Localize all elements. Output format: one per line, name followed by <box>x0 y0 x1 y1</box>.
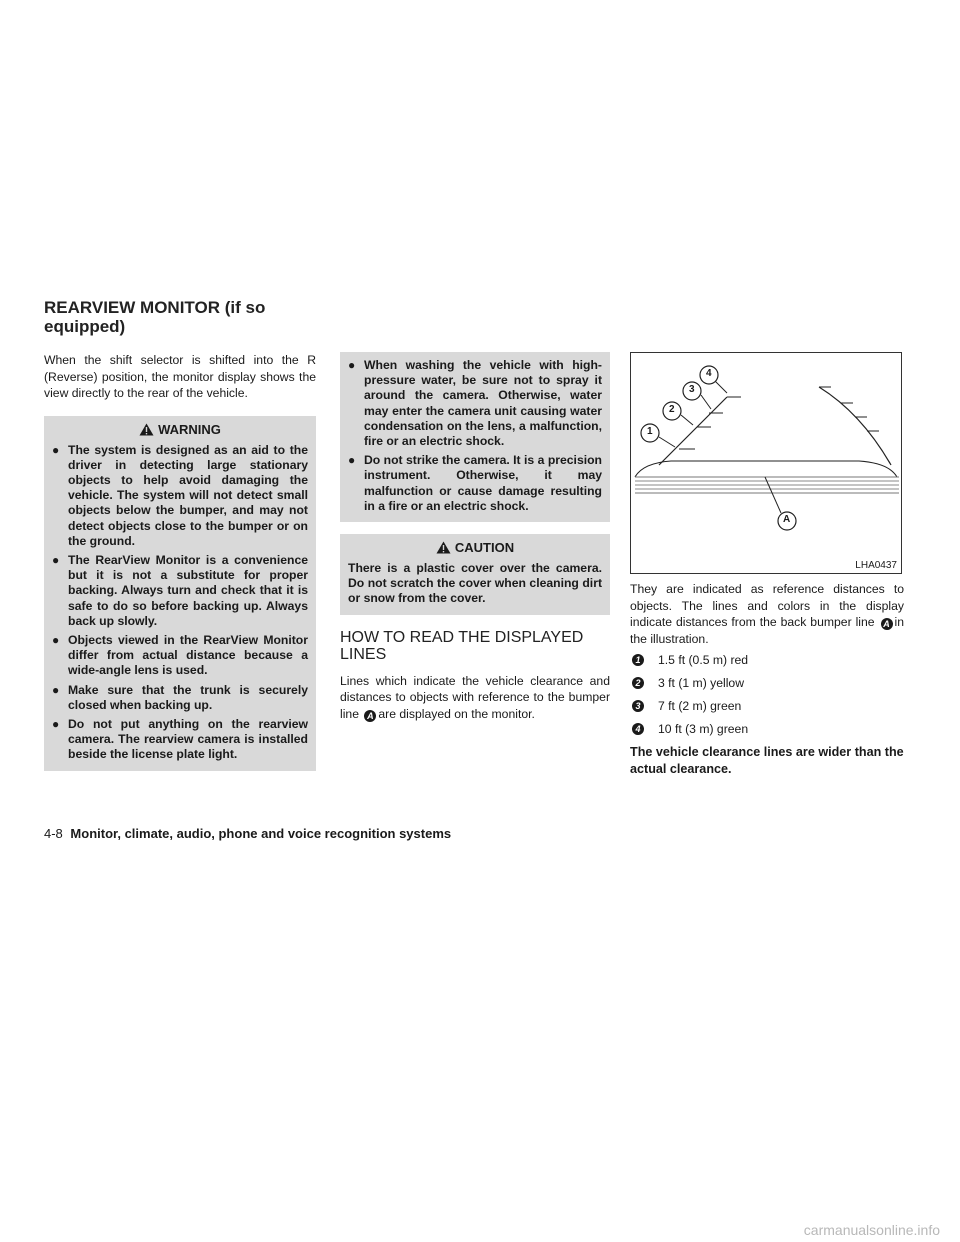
label-4: 4 <box>706 368 712 379</box>
warning-item: ● Make sure that the trunk is securely closed when backing up. <box>52 682 308 712</box>
marker-a-icon: A <box>364 710 376 722</box>
caution-box <box>340 534 610 615</box>
reference-text: They are indicated as reference distances to objects. The lines and colors in the display indicate distances from the back bumper line A in the illustration. <box>630 582 904 646</box>
caution-header <box>348 540 602 555</box>
warning-box-continued <box>340 352 610 522</box>
label-2: 2 <box>669 404 675 415</box>
warning-title: WARNING <box>158 421 221 437</box>
bullet-icon: ● <box>52 716 60 731</box>
warning-item: ● The RearView Monitor is a convenience but it is not a substitute for proper backing. Always turn and check that it is safe to do so before backing up. Always back up slowly. <box>52 552 308 628</box>
warning-item: ● Do not put anything on the rearview camera. The rearview camera is installed beside the license plate light. <box>52 716 308 762</box>
intro-text: When the shift selector is shifted into the R (Reverse) position, the monitor display shows the view directly to the rear of the vehicle. <box>44 353 316 400</box>
page-footer <box>44 826 451 841</box>
section-title: REARVIEW MONITOR (if so equipped) <box>44 298 266 336</box>
label-1: 1 <box>647 426 653 437</box>
subsection-text: Lines which indicate the vehicle clearance and distances to objects with reference to the bumper line A are displayed on the monitor. <box>340 673 610 721</box>
warning-item: ● The system is designed as an aid to the driver in detecting large stationary objects to help avoid damaging the vehicle. The system will not detect small objects below the bumper, and may not detect objects close to the bumper or on the ground. <box>52 442 308 548</box>
bullet-icon: ● <box>52 682 60 697</box>
guide-lines-diagram <box>631 353 903 575</box>
bullet-icon: ● <box>348 453 356 468</box>
bullet-icon: ● <box>52 552 60 567</box>
rearview-illustration <box>630 352 902 574</box>
warning-item: ● Objects viewed in the RearView Monitor differ from actual distance because a wide-angle lens is used. <box>52 632 308 678</box>
number-2-icon: 2 <box>632 677 644 689</box>
number-4-icon: 4 <box>632 723 644 735</box>
footer-title: Monitor, climate, audio, phone and voice recognition systems <box>70 826 452 841</box>
line-item-2: 2 3 ft (1 m) yellow <box>630 675 904 691</box>
bullet-icon: ● <box>52 442 60 457</box>
warning-icon <box>139 423 154 436</box>
warning-item: ● When washing the vehicle with high-pressure water, be sure not to spray it around the camera. Otherwise, water may enter the camera unit causing water condensation on the lens, a malfunction, fire or an electric shock. <box>348 358 602 449</box>
line-item-4: 4 10 ft (3 m) green <box>630 721 904 737</box>
label-3: 3 <box>689 384 695 395</box>
page-number: 4-8 <box>44 826 63 841</box>
warning-icon <box>436 541 451 554</box>
subsection-title: HOW TO READ THE DISPLAYED LINES <box>340 628 584 663</box>
clearance-note: The vehicle clearance lines are wider than the actual clearance. <box>630 745 904 776</box>
line-item-3: 3 7 ft (2 m) green <box>630 698 904 714</box>
column-1 <box>44 352 316 771</box>
column-3 <box>630 352 904 777</box>
label-a: A <box>783 514 791 525</box>
caution-title: CAUTION <box>454 540 515 556</box>
bullet-icon: ● <box>52 632 60 647</box>
illustration-code: LHA0437 <box>855 560 897 571</box>
marker-a-icon: A <box>881 618 893 630</box>
bullet-icon: ● <box>348 358 356 372</box>
warning-item: ● Do not strike the camera. It is a precision instrument. Otherwise, it may malfunction or cause damage resulting in a fire or an electric shock. <box>348 453 602 513</box>
warning-header <box>52 422 308 437</box>
line-item-1: 1 1.5 ft (0.5 m) red <box>630 652 904 668</box>
column-2 <box>340 352 610 722</box>
number-1-icon: 1 <box>632 654 644 666</box>
number-3-icon: 3 <box>632 700 644 712</box>
caution-text: There is a plastic cover over the camera. Do not scratch the cover when cleaning dirt or snow from the cover. <box>348 561 602 606</box>
watermark-link[interactable]: carmanualsonline.info <box>803 1222 940 1238</box>
warning-box <box>44 416 316 771</box>
